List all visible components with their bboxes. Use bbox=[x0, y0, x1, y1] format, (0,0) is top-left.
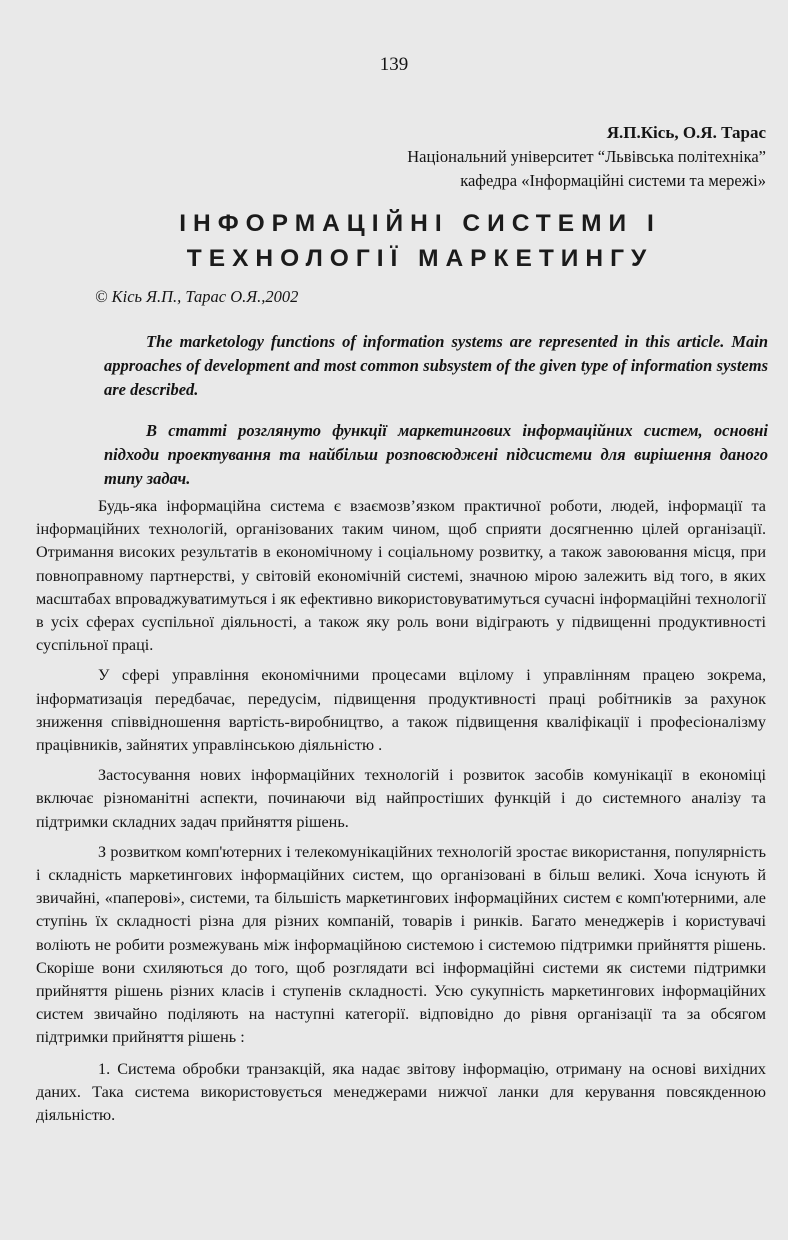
author-names: Я.П.Кісь, О.Я. Тарас bbox=[606, 123, 766, 142]
copyright-line: © Кісь Я.П., Тарас О.Я.,2002 bbox=[95, 287, 299, 306]
page-number: 139 bbox=[379, 54, 409, 75]
author-department: кафедра «Інформаційні системи та мережі» bbox=[460, 171, 766, 190]
abstract-ukrainian bbox=[104, 419, 768, 491]
paragraph: 1. Система обробки транзакцій, яка надає звітову інформацію, отриману на основі вихідних даних. Така система використовується менеджерами нижчої ланки для керування повсякденною діяльністю. bbox=[36, 1059, 766, 1125]
paragraph: З розвитком комп'ютерних і телекомунікаційних технологій зростає використання, популярність і складність маркетингових інформаційних систем, що організовані в більш великі. Хоча існують й звичайні, «паперові», системи, та більшість маркетингових інформаційних систем є комп'ютерними, але ступінь їх складності різна для різних компаній, товарів і ринків. Багато менеджерів і користувачі воліють не робити розмежувань між інформаційною системою і системою підтримки прийняття рішень. Скоріше вони схиляються до того, щоб розглядати всі інформаційні системи як системи підтримки прийняття рішень різних класів і ступенів складності. Усю сукупність маркетингових інформаційних систем звичайно поділяють на наступні категорії. відповідно до рівня організації та за обсягом підтримки прийняття рішень : bbox=[36, 842, 766, 1047]
author-block bbox=[407, 121, 766, 193]
abstract-english bbox=[104, 330, 768, 402]
title-line-1: ІНФОРМАЦІЙНІ СИСТЕМИ І bbox=[179, 210, 661, 237]
paragraph: У сфері управління економічними процесами вцілому і управлінням працею зокрема, інформатизація передбачає, передусім, підвищення продуктивності праці робітників за рахунок зниження співвідношення вартість-виробництво, а також підвищення кваліфікації і професіоналізму працівників, зайнятих управлінською діяльністю . bbox=[36, 666, 766, 755]
paper-title bbox=[80, 206, 760, 276]
author-affiliation: Національний університет “Львівська політехніка” bbox=[407, 147, 766, 166]
paragraph: Будь-яка інформаційна система є взаємозв’язком практичної роботи, людей, інформації та інформаційних технологій, організованих таким чином, щоб сприяти досягненню цілей організації. Отримання високих результатів в економічному і соціальному розвитку, а також завоювання місця, при повноправному партнерстві, у світовій економічній системі, значною мірою залежить від того, в яких масштабах впроваджуватимуться і як ефективно використовуватимуться сучасні інформаційні технології в усіх сферах суспільної діяльності, а також яку роль вони відіграють у підвищенні продуктивності суспільної праці. bbox=[36, 497, 766, 655]
abstract-english-text: The marketology functions of information systems are represented in this article. Main approaches of development and most common subsystem of the given type of information systems are described. bbox=[104, 332, 768, 399]
body-text bbox=[36, 495, 766, 1134]
paragraph: Застосування нових інформаційних технологій і розвиток засобів комунікації в економіці включає різноманітні аспекти, починаючи від найпростіших функцій і до системного аналізу та підтримки складних задач прийняття рішень. bbox=[36, 766, 766, 831]
abstract-ukrainian-text: В статті розглянуто функції маркетингових інформаційних систем, основні підходи проектування та найбільш розповсюджені підсистеми для вирішення даного типу задач. bbox=[104, 421, 768, 488]
title-line-2: ТЕХНОЛОГІЇ МАРКЕТИНГУ bbox=[186, 245, 654, 272]
